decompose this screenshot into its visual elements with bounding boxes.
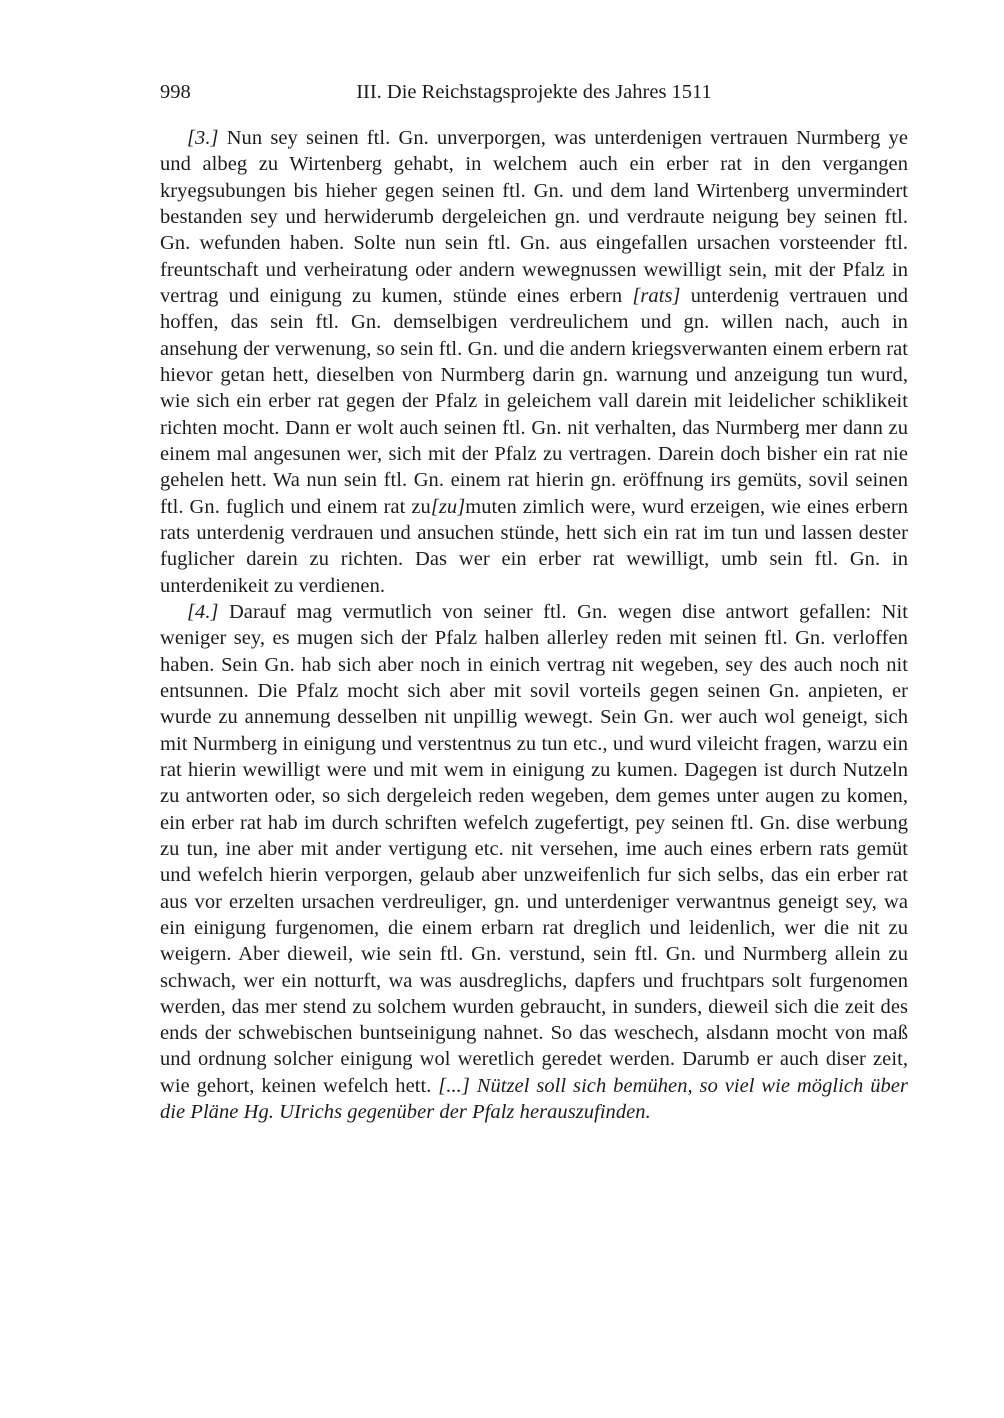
text-run: [4.] — [187, 600, 219, 623]
text-run: [...] Nützel soll sich bemühen, so viel wie möglich über die Pläne Hg. UIrichs gegenüber der Pfalz herauszufinden. — [160, 1074, 908, 1124]
page-number: 998 — [160, 81, 191, 103]
text-run: Nun sey seinen ftl. Gn. unverporgen, was unterdenigen vertrauen Nurmberg ye und albeg zu Wirtenberg gehabt, in welchem auch ein erber rat in den vergangen kryegsubungen bis hieher gegen seinen ftl. Gn. und dem land Wirtenberg unvermindert bestanden sey und herwiderumb dergeleichen gn. und verdraute neigung bey seinen ftl. Gn. wefunden haben. Solte nun sein ftl. Gn. aus eingefallen ursachen vorsteender ftl. freuntschaft und verheiratung oder andern wewegnussen wewilligt sein, mit der Pfalz in vertrag und einigung zu kumen, stünde eines erbern — [160, 127, 908, 307]
paragraph — [160, 599, 908, 1126]
text-run: [rats] — [632, 284, 681, 307]
text-run: [zu] — [430, 495, 466, 518]
text-run: muten zimlich were, wurd erzeigen, wie eines erbern rats unterdenig verdrauen und ansuchen stünde, hett sich ein rat im tun und lassen dester fuglicher darein zu richten. Das wer ein erber rat wewilligt, umb sein ftl. Gn. in unterdenikeit zu verdienen. — [160, 495, 908, 597]
text-run: unterdenig vertrauen und hoffen, das sein ftl. Gn. demselbigen verdreulichem und gn. willen nach, auch in ansehung der verwenung, so sein ftl. Gn. und die andern kriegsverwanten einem erbern rat hievor getan hett, dieselben von Nurmberg darin gn. warnung und anzeigung tun wurd, wie sich ein erber rat gegen der Pfalz in geleichem vall darein mit leidelicher schiklikeit richten mocht. Dann er wolt auch seinen ftl. Gn. nit verhalten, das Nurmberg mer dann zu einem mal angesunen wer, sich mit der Pfalz zu vertragen. Darein doch bisher ein rat nie gehelen hett. Wa nun sein ftl. Gn. einem rat hierin gn. eröffnung irs gemüts, sovil seinen ftl. Gn. fuglich und einem rat zu — [160, 284, 908, 518]
page-header — [160, 80, 908, 104]
text-run: Darauf mag vermutlich von seiner ftl. Gn. wegen dise antwort gefallen: Nit weniger sey, es mugen sich der Pfalz halben allerley reden mit seinen ftl. Gn. verloffen haben. Sein Gn. hab sich aber noch in einich vertrag nit wegeben, sey des auch noch nit entsunnen. Die Pfalz mocht sich aber mit sovil vorteils gegen seinen Gn. anpieten, er wurde zu annemung desselben nit unpillig wewegt. Sein Gn. wer auch wol geneigt, sich mit Nurmberg in einigung und verstentnus zu tun etc., und wurd vileicht fragen, warzu ein rat hierin wewilligt were und mit wem in einigung zu kumen. Dagegen ist durch Nutzeln zu antworten oder, so sich dergeleich reden wegeben, dem gemes unter augen zu komen, ein erber rat hab im durch schriften wefelch zugefertigt, pey seinen ftl. Gn. dise werbung zu tun, ine aber mit ander vertigung etc. nit versehen, ime auch eines erbern rats gemüt und wefelch hierin verporgen, gelaub aber unzweifenlich fur sich selbs, das ein erber rat aus vor erzelten ursachen verdreuliger, gn. und unterdeniger verwantnus geneigt sey, wa ein einigung furgenomen, die einem erbarn rat dreglich und leidenlich, wer die nit zu weigern. Aber dieweil, wie sein ftl. Gn. verstund, sein ftl. Gn. und Nurmberg allein zu schwach, wer ein notturft, wa was ausdreglichs, dapfers und fruchtpars solt furgenomen werden, das mer stend zu solchem wurden gebraucht, in sunders, dieweil sich die zeit des ends der schwebischen buntseinigung nahnet. So das weschech, alsdann mocht von maß und ordnung solcher einigung wol weretlich geredet werden. Darumb er auch diser zeit, wie gehort, keinen wefelch hett. — [160, 600, 908, 1097]
body-text — [160, 125, 908, 1125]
paragraph — [160, 125, 908, 599]
text-run: [3.] — [187, 127, 219, 149]
running-head: III. Die Reichstagsprojekte des Jahres 1511 — [356, 81, 712, 103]
